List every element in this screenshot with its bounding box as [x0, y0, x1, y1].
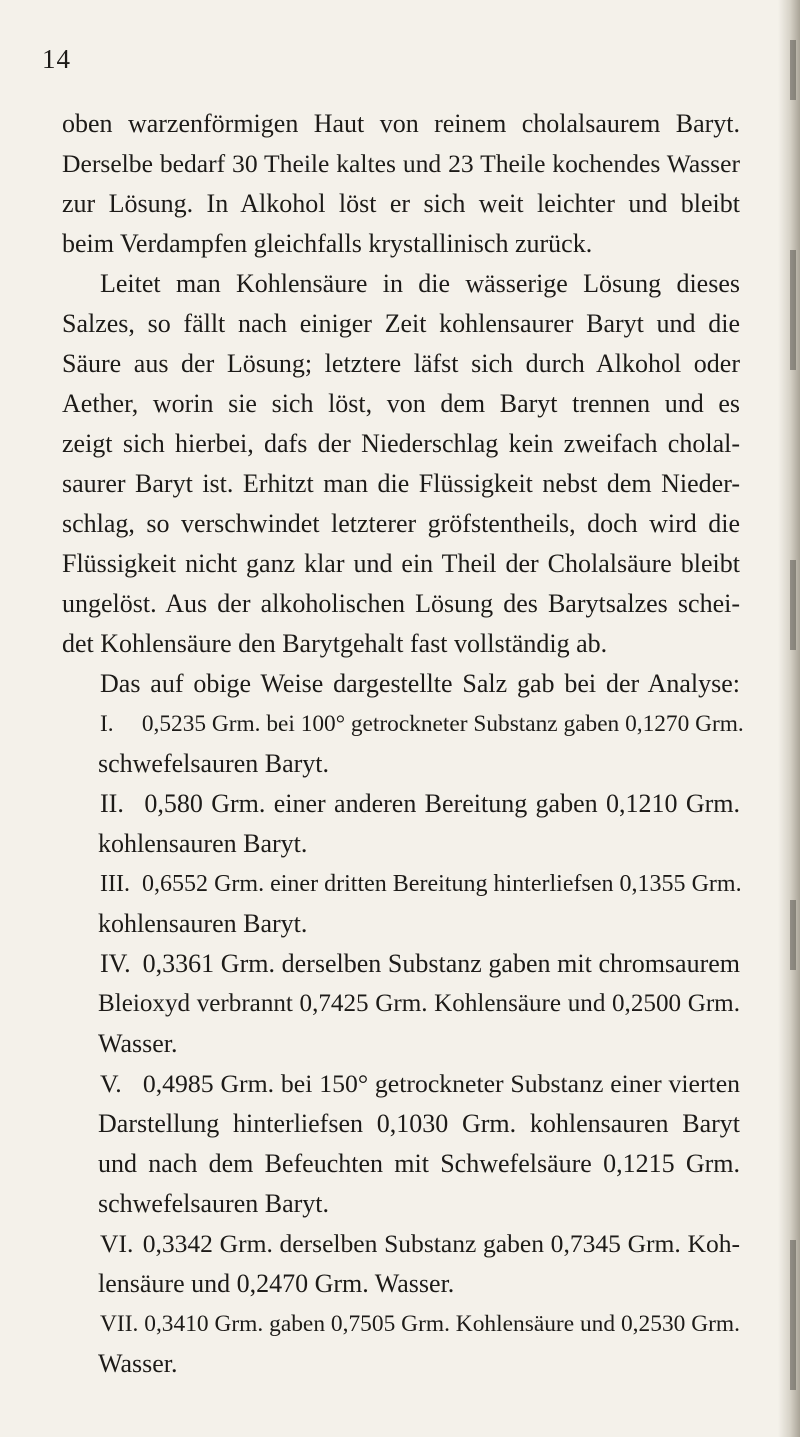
analysis-number: III. [100, 871, 130, 897]
analysis-number: VII. [100, 1311, 139, 1337]
analysis-number: VI. [100, 1229, 134, 1258]
analysis-number: IV. [100, 949, 131, 978]
text-line: oben warzenförmigen Haut von reinem cholalsaurem Baryt. [62, 109, 740, 138]
analysis-text: 0,5235 Grm. bei 100° getrockneter Substanz gaben 0,1270 Grm. [141, 711, 744, 737]
binding-mark [790, 900, 796, 970]
text-line: Säure aus der Lösung; letztere läfst sich durch Alkohol oder [62, 349, 740, 378]
analysis-line: und nach dem Befeuchten mit Schwefelsäure 0,1215 Grm. [98, 1149, 740, 1178]
analysis-text: 0,6552 Grm. einer dritten Bereitung hinterliefsen 0,1355 Grm. [142, 871, 742, 897]
analysis-line: Darstellung hinterliefsen 0,1030 Grm. kohlensauren Baryt [98, 1109, 740, 1138]
binding-mark [790, 40, 796, 100]
text-line: saurer Baryt ist. Erhitzt man die Flüssigkeit nebst dem Nieder- [62, 469, 740, 498]
analysis-text: 0,3361 Grm. derselben Substanz gaben mit chromsaurem [142, 949, 740, 978]
analysis-line: kohlensauren Baryt. [98, 829, 308, 858]
text-line: Flüssigkeit nicht ganz klar und ein Theil der Cholalsäure bleibt [62, 549, 740, 578]
binding-mark [790, 560, 796, 650]
text-line: Aether, worin sie sich löst, von dem Baryt trennen und es [62, 389, 740, 418]
text-line: zeigt sich hierbei, dafs der Niederschlag kein zweifach cholal- [62, 429, 740, 458]
analysis-line: schwefelsauren Baryt. [98, 1189, 330, 1218]
binding-mark [790, 250, 796, 370]
analysis-number: V. [100, 1069, 122, 1098]
analysis-line [62, 784, 740, 824]
analysis-line: Wasser. [98, 1029, 178, 1058]
binding-mark [790, 1240, 796, 1390]
page-number: 14 [42, 44, 71, 74]
analysis-line: schwefelsauren Baryt. [98, 749, 330, 778]
analysis-number: II. [100, 789, 124, 818]
text-line: zur Lösung. In Alkohol löst er sich weit leichter und bleibt [62, 189, 740, 218]
analysis-line: kohlensauren Baryt. [98, 909, 308, 938]
analysis-text: 0,3342 Grm. derselben Substanz gaben 0,7345 Grm. Koh- [142, 1229, 740, 1258]
analysis-text: 0,580 Grm. einer anderen Bereitung gaben 0,1210 Grm. [144, 789, 740, 818]
text-line: Salzes, so fällt nach einiger Zeit kohlensaurer Baryt und die [62, 309, 740, 338]
analysis-line [62, 1224, 740, 1264]
analysis-line: lensäure und 0,2470 Grm. Wasser. [98, 1269, 455, 1298]
text-line: schlag, so verschwindet letzterer gröfstentheils, doch wird die [62, 509, 740, 538]
analysis-line: Bleioxyd verbrannt 0,7425 Grm. Kohlensäure und 0,2500 Grm. [98, 990, 740, 1017]
analysis-line [62, 704, 744, 744]
text-line: det Kohlensäure den Barytgehalt fast vollständig ab. [62, 629, 608, 658]
text-line: ungelöst. Aus der alkoholischen Lösung des Barytsalzes schei- [62, 589, 740, 618]
analysis-text: 0,4985 Grm. bei 150° getrockneter Substanz einer vierten [142, 1069, 740, 1098]
analysis-number: I. [100, 711, 114, 737]
text-line: Das auf obige Weise dargestellte Salz gab bei der Analyse: [100, 669, 740, 698]
analysis-line: Wasser. [98, 1349, 178, 1378]
text-line: beim Verdampfen gleichfalls krystallinisch zurück. [62, 229, 593, 258]
analysis-line [62, 944, 740, 984]
body-text [62, 104, 744, 1384]
analysis-text: 0,3410 Grm. gaben 0,7505 Grm. Kohlensäure und 0,2530 Grm. [144, 1311, 740, 1337]
analysis-line [62, 864, 740, 904]
analysis-line [62, 1304, 740, 1344]
page-binding-shadow [778, 0, 800, 1437]
text-line: Derselbe bedarf 30 Theile kaltes und 23 Theile kochendes Wasser [62, 149, 740, 178]
text-line: Leitet man Kohlensäure in die wässerige Lösung dieses [100, 269, 740, 298]
analysis-line [62, 1064, 740, 1104]
